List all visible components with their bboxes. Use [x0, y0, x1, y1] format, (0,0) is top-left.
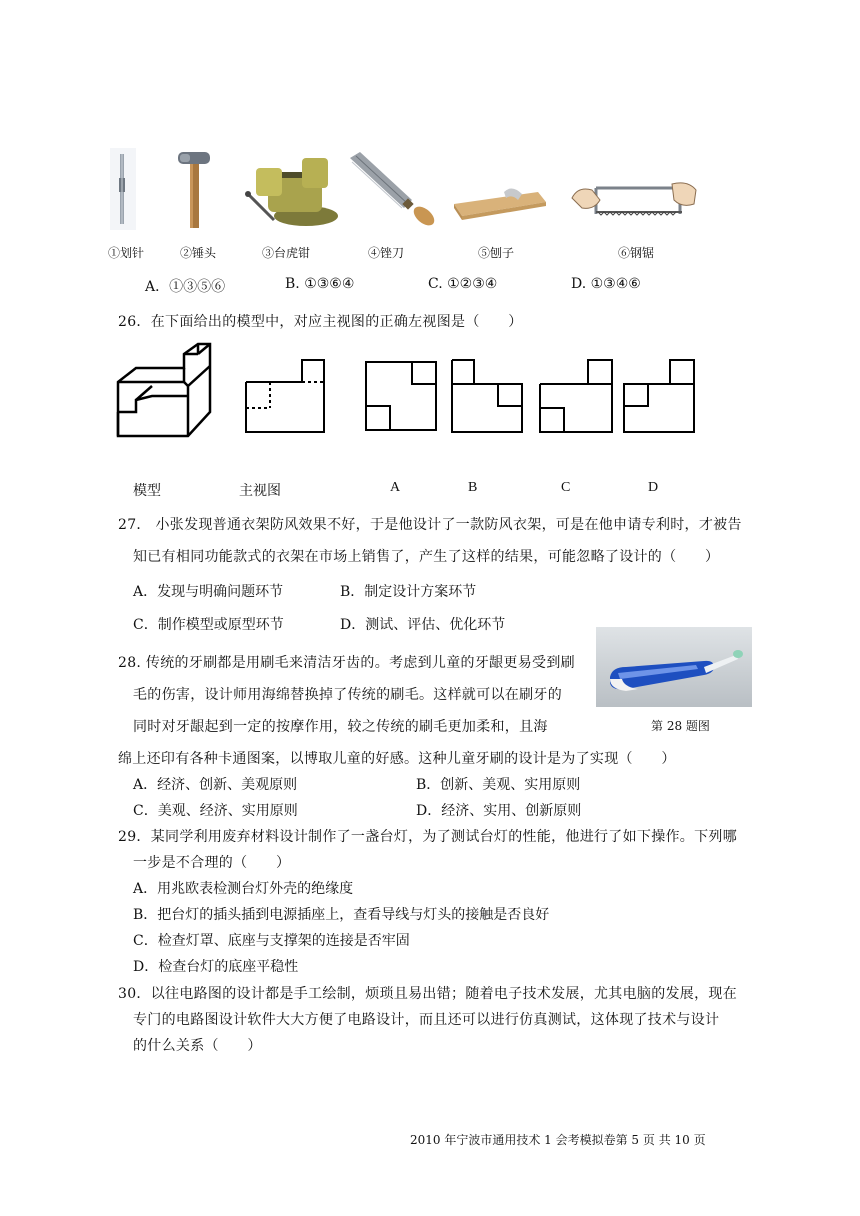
- q26-stem: 26．在下面给出的模型中，对应主视图的正确左视图是（ ）: [118, 314, 523, 330]
- q28-line4: 绵上还印有各种卡通图案，以博取儿童的好感。这种儿童牙刷的设计是为了实现（ ）: [118, 751, 676, 767]
- q27-stem-line1: 27． 小张发现普通衣架防风效果不好，于是他设计了一款防风衣架，可是在他申请专利时，才被告: [118, 517, 742, 533]
- q27-stem-line2: 知已有相同功能款式的衣架在市场上销售了，产生了这样的结果，可能忽略了设计的（ ）: [133, 549, 720, 565]
- q30-line3: 的什么关系（ ）: [133, 1038, 262, 1054]
- q30-line2: 专门的电路图设计软件大大方便了电路设计，而且还可以进行仿真测试，这体现了技术与设计: [133, 1012, 720, 1028]
- page-footer: 2010 年宁波市通用技术 1 会考模拟卷第 5 页 共 10 页: [410, 1133, 706, 1147]
- q28-option-d: D．经济、实用、创新原则: [416, 803, 582, 819]
- q28-figure-caption: 第 28 题图: [651, 719, 710, 733]
- q26-label-model: 模型: [133, 484, 161, 499]
- q25-option-b: B. ①③⑥④: [285, 276, 355, 292]
- plane-icon: [452, 186, 548, 222]
- q28-option-c: C．美观、经济、实用原则: [133, 803, 298, 819]
- q29-line2: 一步是不合理的（ ）: [133, 855, 291, 871]
- q26-label-b: B: [468, 480, 478, 495]
- tool-caption-2: ②锤头: [180, 246, 217, 260]
- q29-option-c: C．检查灯罩、底座与支撑架的连接是否牢固: [133, 933, 410, 949]
- q28-line3: 同时对牙龈起到一定的按摩作用，较之传统的刷毛更加柔和，且海: [133, 719, 548, 735]
- q26-label-d: D: [648, 480, 659, 495]
- tool-caption-1: ①划针: [108, 246, 145, 260]
- q29-option-a: A．用兆欧表检测台灯外壳的绝缘度: [133, 881, 354, 897]
- q26-label-a: A: [390, 480, 401, 495]
- q25-option-a: A．①③⑤⑥: [145, 279, 226, 295]
- q26-front-view: [244, 358, 330, 434]
- q25-option-c: C. ①②③④: [428, 276, 498, 292]
- q25-option-d: D. ①③④⑥: [571, 276, 641, 292]
- q29-line1: 29．某同学利用废弃材料设计制作了一盏台灯，为了测试台灯的性能，他进行了如下操作。下列哪: [118, 829, 738, 845]
- q26-view-a: [364, 360, 438, 432]
- q26-label-c: C: [561, 480, 571, 495]
- q28-option-a: A．经济、创新、美观原则: [133, 777, 298, 793]
- q26-view-d: [622, 358, 698, 434]
- q27-option-c: C．制作模型或原型环节: [133, 617, 284, 633]
- scriber-icon: [108, 148, 138, 230]
- q28-line1: 28. 传统的牙刷都是用刷毛来清洁牙齿的。考虑到儿童的牙龈更易受到刷: [118, 655, 575, 671]
- q26-view-b: [450, 358, 524, 434]
- q29-option-b: B．把台灯的插头插到电源插座上，查看导线与灯头的接触是否良好: [133, 907, 550, 923]
- tool-caption-3: ③台虎钳: [262, 246, 311, 260]
- q29-option-d: D．检查台灯的底座平稳性: [133, 959, 299, 975]
- q26-label-front: 主视图: [239, 484, 281, 499]
- q26-model-drawing: [114, 340, 218, 440]
- q28-line2: 毛的伤害，设计师用海绵替换掉了传统的刷毛。这样就可以在刷牙的: [133, 687, 562, 703]
- hacksaw-icon: [570, 178, 700, 226]
- file-icon: [346, 150, 438, 226]
- q30-line1: 30．以往电路图的设计都是手工绘制，烦琐且易出错；随着电子技术发展，尤其电脑的发展，现在: [118, 986, 738, 1002]
- q27-option-d: D．测试、评估、优化环节: [340, 617, 506, 633]
- q28-option-b: B．创新、美观、实用原则: [416, 777, 581, 793]
- q27-option-b: B．制定设计方案环节: [340, 584, 477, 600]
- tool-caption-6: ⑥钢锯: [618, 246, 655, 260]
- hammer-icon: [176, 150, 212, 230]
- q27-option-a: A．发现与明确问题环节: [133, 584, 284, 600]
- toothbrush-image: [596, 627, 752, 707]
- bench-vise-icon: [244, 150, 342, 234]
- tool-caption-5: ⑤刨子: [478, 246, 515, 260]
- q26-view-c: [538, 358, 614, 434]
- tool-caption-4: ④锉刀: [368, 246, 405, 260]
